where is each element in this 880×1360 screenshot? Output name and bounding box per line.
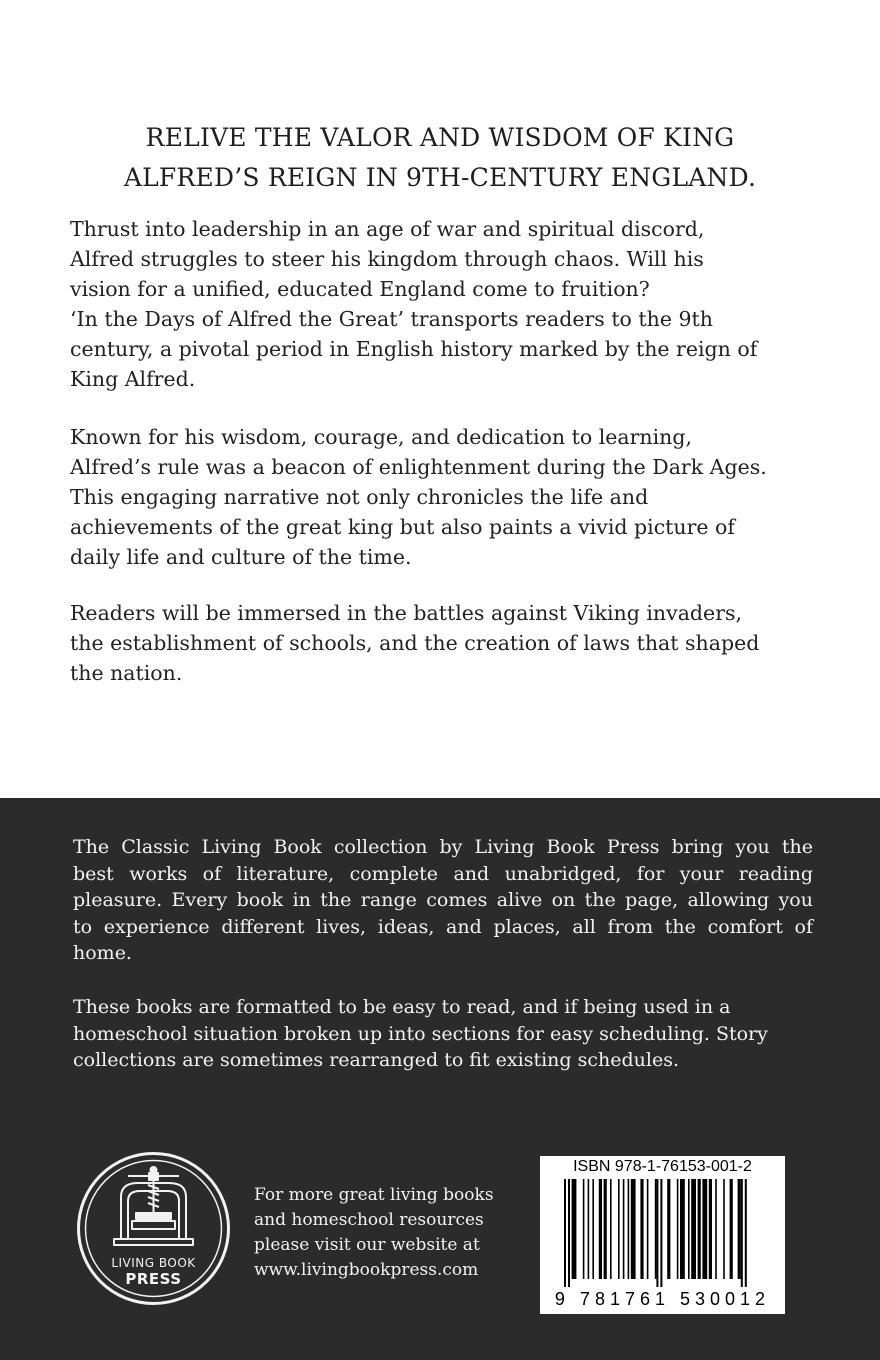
barcode-bar bbox=[702, 1179, 707, 1279]
website-promo bbox=[254, 1183, 514, 1283]
website-url[interactable]: www.livingbookpress.com bbox=[254, 1260, 479, 1280]
text-line: the establishment of schools, and the creation of laws that shaped bbox=[70, 631, 760, 655]
text-line: the nation. bbox=[70, 661, 183, 685]
barcode-bar bbox=[588, 1179, 590, 1279]
text-line: homeschool situation broken up into sections for easy scheduling. Story bbox=[73, 1022, 768, 1045]
barcode-bar bbox=[604, 1179, 607, 1279]
description-paragraph-2 bbox=[70, 422, 830, 572]
logo-text-living-book: LIVING BOOK bbox=[111, 1256, 196, 1270]
barcode-bar bbox=[723, 1179, 725, 1279]
barcode-bar bbox=[623, 1179, 625, 1279]
barcode-bar bbox=[647, 1179, 649, 1279]
text-line: Alfred struggles to steer his kingdom through chaos. Will his bbox=[70, 247, 704, 271]
barcode-bar bbox=[628, 1179, 630, 1279]
barcode-bar bbox=[709, 1179, 712, 1279]
barcode-bar bbox=[730, 1179, 733, 1279]
barcode-digits: 9 781761 530012 bbox=[554, 1289, 771, 1309]
text-line: daily life and culture of the time. bbox=[70, 545, 412, 569]
barcode-bar bbox=[667, 1179, 670, 1279]
text-line: to experience different lives, ideas, and places, all from the comfort of bbox=[73, 915, 813, 938]
text-line: King Alfred. bbox=[70, 367, 196, 391]
text-line: Alfred’s rule was a beacon of enlightenment during the Dark Ages. bbox=[70, 455, 767, 479]
text-line: Readers will be immersed in the battles against Viking invaders, bbox=[70, 601, 743, 625]
text-line: The Classic Living Book collection by Living Book Press bring you the bbox=[73, 836, 813, 858]
barcode-bar bbox=[631, 1179, 636, 1279]
text-line: ‘In the Days of Alfred the Great’ transports readers to the 9th bbox=[70, 307, 713, 331]
text-line: These books are formatted to be easy to read, and if being used in a bbox=[73, 996, 731, 1018]
description-paragraph-1 bbox=[70, 214, 830, 394]
barcode-bar bbox=[655, 1179, 657, 1279]
text-line: home. bbox=[73, 942, 132, 964]
barcode-bar bbox=[618, 1179, 620, 1279]
text-line: Thrust into leadership in an age of war and spiritual discord, bbox=[70, 217, 705, 241]
barcode-bar bbox=[698, 1179, 701, 1279]
text-line: century, a pivotal period in English history marked by the reign of bbox=[70, 337, 758, 361]
text-line: collections are sometimes rearranged to fit existing schedules. bbox=[73, 1049, 679, 1071]
barcode-bar bbox=[572, 1179, 577, 1279]
barcode-guard-bar bbox=[656, 1179, 658, 1287]
barcode-bar bbox=[610, 1179, 612, 1279]
promo-line: For more great living books bbox=[254, 1185, 494, 1205]
barcode-bars bbox=[540, 1179, 785, 1289]
headline-line-2: ALFRED’S REIGN IN 9TH-CENTURY ENGLAND. bbox=[123, 163, 757, 192]
description-paragraph-3 bbox=[70, 598, 830, 688]
barcode-guard-bar bbox=[741, 1179, 743, 1287]
barcode-guard-bar bbox=[660, 1179, 662, 1287]
barcode-bar bbox=[592, 1179, 594, 1279]
barcode-guard-bar bbox=[568, 1179, 570, 1287]
isbn-label: ISBN 978-1-76153-001-2 bbox=[573, 1158, 752, 1175]
text-line: achievements of the great king but also paints a vivid picture of bbox=[70, 515, 735, 539]
barcode-bar bbox=[640, 1179, 643, 1279]
barcode-guard-bar bbox=[564, 1179, 566, 1287]
barcode-bar bbox=[691, 1179, 696, 1279]
text-line: pleasure. Every book in the range comes alive on the page, allowing you bbox=[73, 889, 813, 911]
barcode-bar bbox=[677, 1179, 679, 1279]
barcode-bar bbox=[715, 1179, 717, 1279]
headline bbox=[60, 118, 820, 198]
text-line: This engaging narrative not only chronicles the life and bbox=[70, 485, 649, 509]
promo-line: please visit our website at bbox=[254, 1235, 480, 1255]
text-line: vision for a unified, educated England come to fruition? bbox=[70, 277, 650, 301]
barcode-bar bbox=[738, 1179, 741, 1279]
text-line: best works of literature, complete and unabridged, for your reading bbox=[73, 862, 813, 885]
logo-text-press: PRESS bbox=[125, 1270, 182, 1288]
barcode-bar bbox=[583, 1179, 585, 1279]
collection-paragraph-2 bbox=[73, 994, 813, 1074]
isbn-barcode bbox=[540, 1156, 785, 1314]
barcode-bar bbox=[680, 1179, 685, 1279]
barcode-bar bbox=[599, 1179, 602, 1279]
headline-line-1: RELIVE THE VALOR AND WISDOM OF KING bbox=[145, 123, 735, 152]
promo-line: and homeschool resources bbox=[254, 1210, 484, 1230]
barcode-guard-bar bbox=[745, 1179, 747, 1287]
text-line: Known for his wisdom, courage, and dedication to learning, bbox=[70, 425, 693, 449]
collection-paragraph-1 bbox=[73, 834, 813, 967]
barcode-bar bbox=[688, 1179, 690, 1279]
